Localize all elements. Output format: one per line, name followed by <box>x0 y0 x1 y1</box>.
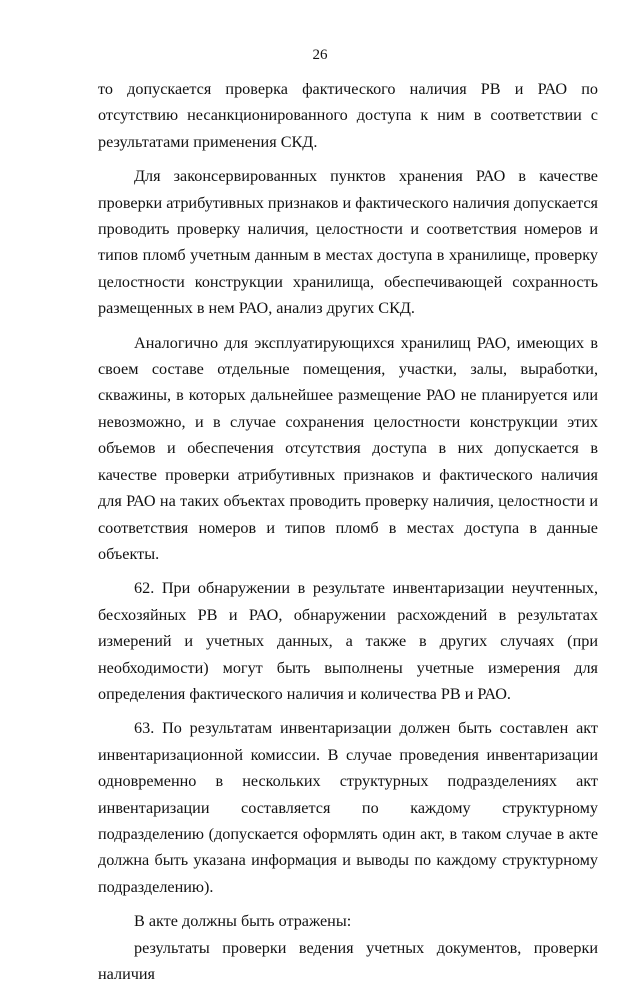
paragraph-conserved-storage: Для законсервированных пунктов хранения РАО в качестве проверки атрибутивных признаков и фактического наличия допускается проводить проверку наличия, целостности и соответствия номеров и типов пломб учетным данным в местах доступа в хранилище, проверку целостности конструкции хранилища, обеспечивающей сохранность размещенных в нем РАО, анализ других СКД. <box>98 167 598 318</box>
paragraph-62: 62. При обнаружении в результате инвентаризации неучтенных, бесхозяйных РВ и РАО, обнаружении расхождений в результатах измерений и учетных данных, а также в других случаях (при необходимости) могут быть выполнены учетные измерения для определения фактического наличия и количества РВ и РАО. <box>98 579 598 703</box>
page-number: 26 <box>312 47 328 63</box>
paragraph-results-check: результаты проверки ведения учетных документов, проверки наличия <box>98 938 598 983</box>
paragraph-act-contents: В акте должны быть отражены: <box>134 912 352 931</box>
paragraph-continuation: то допускается проверка фактического наличия РВ и РАО по отсутствию несанкционированного доступа к ним в соответствии с результатами применения СКД. <box>98 80 598 151</box>
document-body <box>98 76 598 987</box>
paragraph-operating-storage: Аналогично для эксплуатирующихся хранилищ РАО, имеющих в своем составе отдельные помещения, участки, залы, выработки, скважины, в которых дальнейшее размещение РАО не планируется или невозможно, и в случае сохранения целостности конструкции этих объемов и обеспечения отсутствия доступа в них допускается в качестве проверки атрибутивных признаков и фактического наличия для РАО на таких объектах проводить проверку наличия, целостности и соответствия номеров и типов пломб в местах доступа в данные объекты. <box>98 333 598 563</box>
paragraph-63: 63. По результатам инвентаризации должен быть составлен акт инвентаризационной комиссии. В случае проведения инвентаризации одновременно в нескольких структурных подразделениях акт инвентаризации составляется по каждому структурному подразделению (допускается оформлять один акт, в таком случае в акте должна быть указана информация и выводы по каждому структурному подразделению). <box>98 719 598 896</box>
